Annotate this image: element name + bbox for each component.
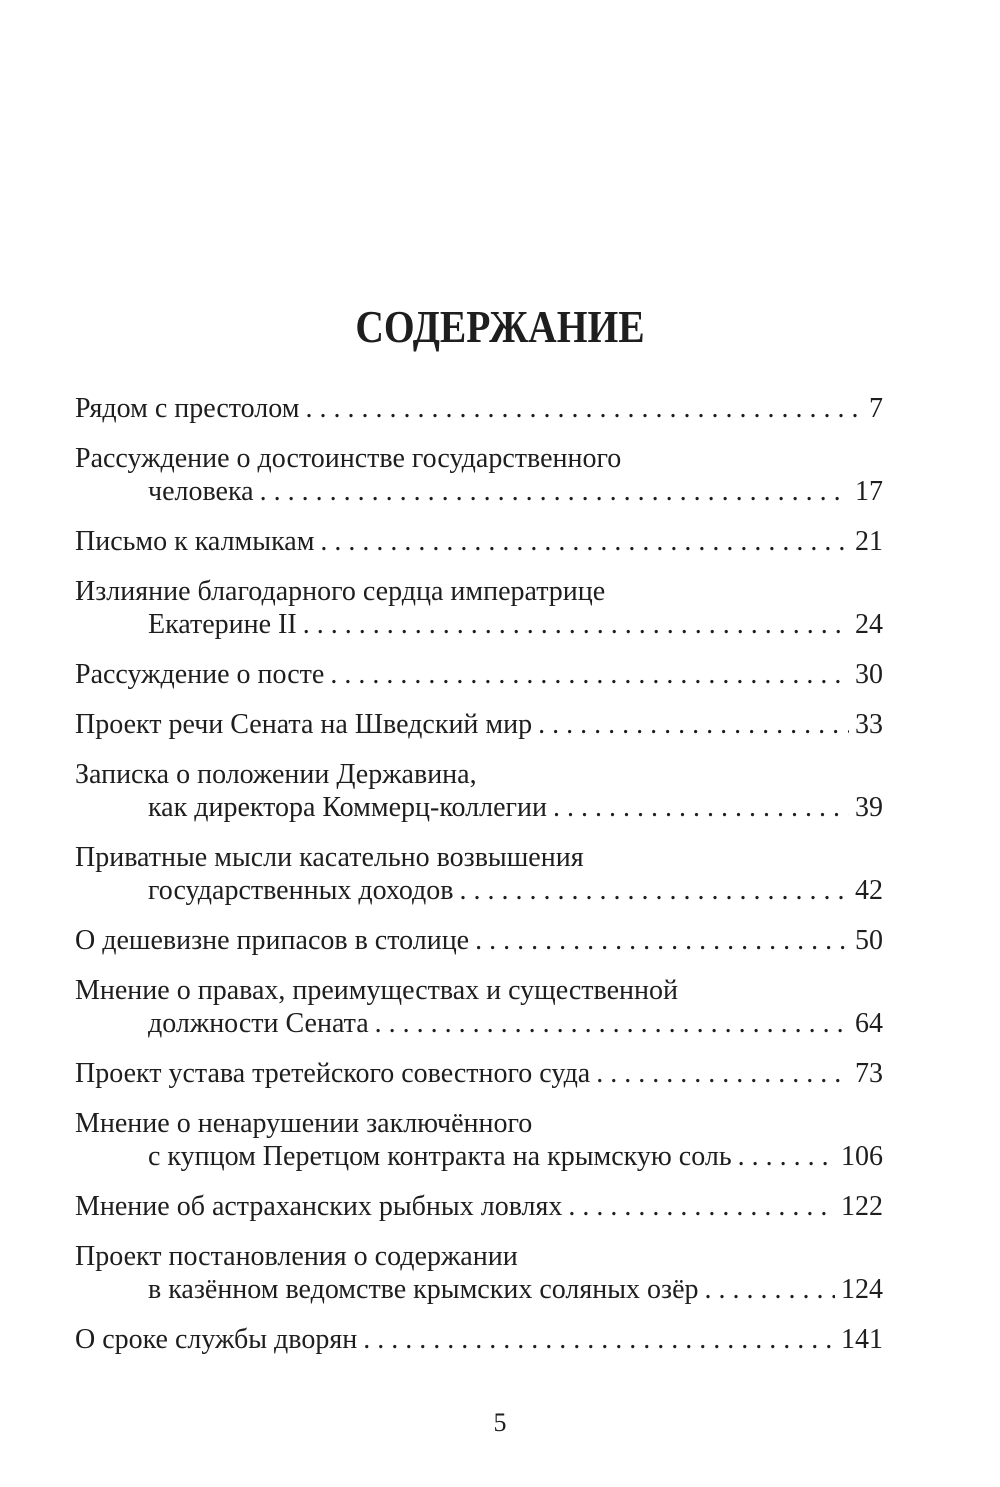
dot-leader	[305, 392, 863, 425]
dot-leader	[460, 874, 849, 907]
toc-entry	[75, 658, 883, 691]
toc-entry-title: как директора Коммерц-коллегии	[148, 792, 547, 823]
toc-entry-line	[75, 758, 883, 791]
table-of-contents	[75, 392, 883, 1373]
dot-leader	[738, 1140, 835, 1173]
toc-entry-title: Рассуждение о достоинстве государственного	[75, 443, 622, 474]
toc-entry-line	[75, 442, 883, 475]
toc-entry-title: Екатерине II	[148, 609, 297, 640]
toc-entry	[75, 708, 883, 741]
toc-entry-title: О дешевизне припасов в столице	[75, 925, 470, 956]
dot-leader	[330, 658, 849, 691]
toc-entry-page: 39	[855, 792, 883, 823]
toc-entry-line	[75, 841, 883, 874]
toc-entry-page: 141	[841, 1324, 883, 1355]
toc-entry-page: 7	[869, 393, 883, 424]
toc-entry-title: Мнение о ненарушении заключённого	[75, 1108, 533, 1139]
toc-entry-line	[75, 1057, 883, 1090]
toc-entry-title: Мнение о правах, преимуществах и существенной	[75, 975, 678, 1006]
toc-entry	[75, 525, 883, 558]
dot-leader	[553, 791, 849, 824]
toc-entry-title: Записка о положении Державина,	[75, 759, 477, 790]
page-title: СОДЕРЖАНИЕ	[355, 301, 645, 352]
toc-entry-line	[75, 874, 883, 907]
toc-entry-line	[75, 1240, 883, 1273]
toc-entry-page: 73	[855, 1058, 883, 1089]
toc-entry-title: государственных доходов	[148, 875, 454, 906]
toc-entry-title: Приватные мысли касательно возвышения	[75, 842, 584, 873]
dot-leader	[705, 1273, 835, 1306]
toc-entry-line	[75, 1190, 883, 1223]
toc-entry	[75, 758, 883, 824]
toc-entry-title: Рядом с престолом	[75, 393, 300, 424]
toc-entry-line	[75, 525, 883, 558]
toc-entry-page: 17	[855, 476, 883, 507]
toc-entry-page: 122	[841, 1191, 883, 1222]
toc-entry	[75, 1240, 883, 1306]
toc-entry-title: Излияние благодарного сердца императрице	[75, 576, 606, 607]
toc-entry	[75, 1190, 883, 1223]
toc-entry-page: 50	[855, 925, 883, 956]
toc-entry-line	[75, 1323, 883, 1356]
page-number: 5	[493, 1408, 507, 1437]
toc-entry-line	[75, 708, 883, 741]
toc-entry-page: 24	[855, 609, 883, 640]
toc-entry-line	[75, 392, 883, 425]
toc-entry	[75, 1057, 883, 1090]
toc-entry-line	[75, 475, 883, 508]
toc-entry-page: 30	[855, 659, 883, 690]
toc-entry-line	[75, 658, 883, 691]
toc-entry	[75, 924, 883, 957]
toc-entry-page: 106	[841, 1141, 883, 1172]
dot-leader	[596, 1057, 849, 1090]
toc-entry-title: в казённом ведомстве крымских соляных озёр	[148, 1274, 699, 1305]
dot-leader	[375, 1007, 849, 1040]
toc-entry-page: 21	[855, 526, 883, 557]
dot-leader	[320, 525, 849, 558]
dot-leader	[568, 1190, 835, 1223]
toc-entry-page: 64	[855, 1008, 883, 1039]
toc-entry-title: Рассуждение о посте	[75, 659, 325, 690]
dot-leader	[303, 608, 849, 641]
toc-entry-page: 33	[855, 709, 883, 740]
toc-entry-title: Проект постановления о содержании	[75, 1241, 518, 1272]
toc-entry-page: 42	[855, 875, 883, 906]
toc-entry-title: Письмо к калмыкам	[75, 526, 315, 557]
toc-entry-line	[75, 1140, 883, 1173]
toc-entry	[75, 392, 883, 425]
toc-entry-line	[75, 1273, 883, 1306]
toc-entry-title: с купцом Перетцом контракта на крымскую соль	[148, 1141, 732, 1172]
toc-entry-title: человека	[148, 476, 254, 507]
dot-leader	[260, 475, 849, 508]
toc-entry-line	[75, 1007, 883, 1040]
toc-entry	[75, 1323, 883, 1356]
dot-leader	[363, 1323, 835, 1356]
toc-entry	[75, 841, 883, 907]
toc-entry	[75, 442, 883, 508]
toc-entry-line	[75, 575, 883, 608]
toc-entry-title: Проект устава третейского совестного суда	[75, 1058, 591, 1089]
toc-entry-title: О сроке службы дворян	[75, 1324, 358, 1355]
toc-entry	[75, 974, 883, 1040]
dot-leader	[475, 924, 849, 957]
toc-entry-line	[75, 974, 883, 1007]
toc-entry-title: должности Сената	[148, 1008, 369, 1039]
toc-entry	[75, 575, 883, 641]
toc-entry-title: Мнение об астраханских рыбных ловлях	[75, 1191, 563, 1222]
toc-entry-line	[75, 924, 883, 957]
toc-entry-line	[75, 608, 883, 641]
toc-entry-line	[75, 791, 883, 824]
dot-leader	[538, 708, 849, 741]
toc-entry-page: 124	[841, 1274, 883, 1305]
toc-entry-line	[75, 1107, 883, 1140]
toc-entry-title: Проект речи Сената на Шведский мир	[75, 709, 533, 740]
toc-entry	[75, 1107, 883, 1173]
